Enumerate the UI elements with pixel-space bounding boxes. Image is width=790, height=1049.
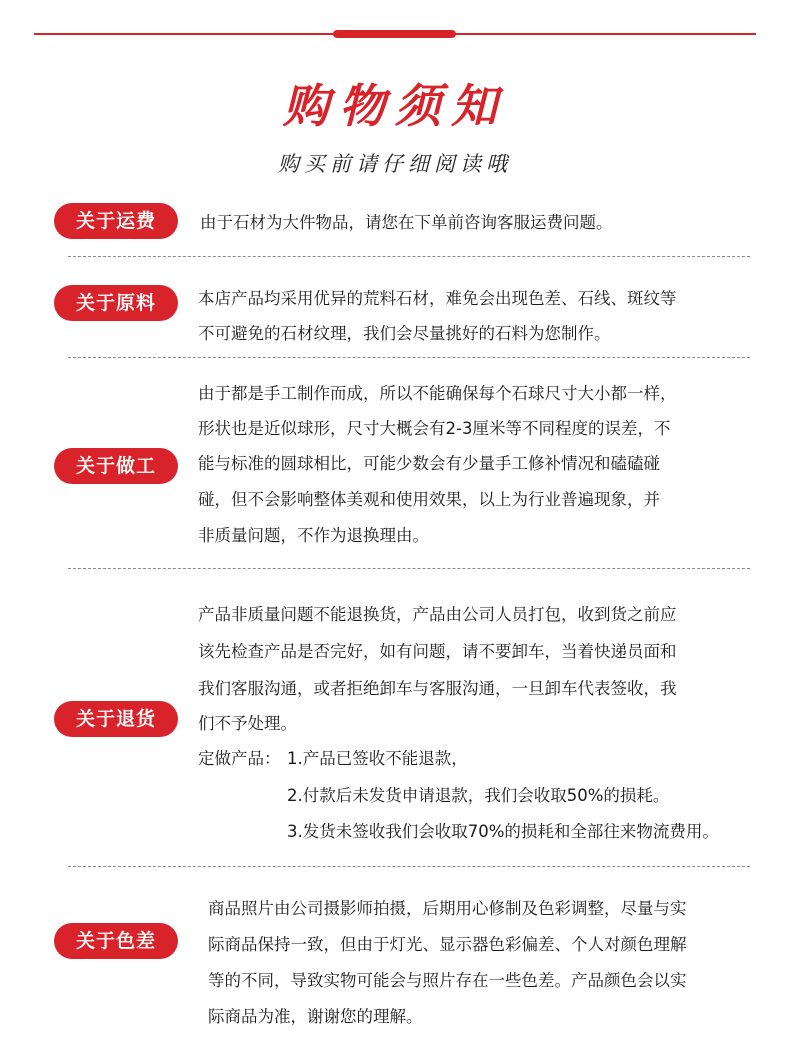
workmanship-line-4: 碰，但不会影响整体美观和使用效果，以上为行业普遍现象，并 [198, 490, 660, 509]
returns-line-4: 们不予处理。 [198, 714, 297, 733]
workmanship-line-2: 形状也是近似球形，尺寸大概会有2-3厘米等不同程度的误差，不 [198, 419, 671, 438]
returns-line-2: 该先检查产品是否完好，如有问题，请不要卸车，当着快递员面和 [198, 642, 677, 661]
custom-products-label: 定做产品： [198, 749, 281, 768]
divider [68, 866, 750, 867]
top-accent-bar [333, 30, 456, 38]
workmanship-line-5: 非质量问题，不作为退换理由。 [198, 526, 429, 545]
shipping-text: 由于石材为大件物品，请您在下单前咨询客服运费问题。 [200, 213, 613, 232]
badge-returns: 关于退货 [54, 701, 178, 737]
materials-line-1: 本店产品均采用优异的荒料石材，难免会出现色差、石线、斑纹等 [198, 289, 677, 308]
color-line-3: 等的不同，导致实物可能会与照片存在一些色差。产品颜色会以实 [208, 971, 687, 990]
workmanship-line-1: 由于都是手工制作而成，所以不能确保每个石球尺寸大小都一样， [198, 384, 677, 403]
color-line-2: 际商品保持一致，但由于灯光、显示器色彩偏差、个人对颜色理解 [208, 935, 687, 954]
color-line-4: 际商品为准，谢谢您的理解。 [208, 1007, 423, 1026]
page-subtitle: 购买前请仔细阅读哦 [278, 152, 512, 176]
divider [68, 357, 750, 358]
page-title: 购物须知 [283, 79, 507, 133]
custom-item-3: 3.发货未签收我们会收取70%的损耗和全部往来物流费用。 [287, 822, 719, 841]
badge-materials: 关于原料 [54, 285, 178, 321]
badge-color-difference: 关于色差 [54, 923, 178, 959]
custom-item-1: 1.产品已签收不能退款， [287, 749, 468, 768]
divider [68, 568, 750, 569]
materials-line-2: 不可避免的石材纹理，我们会尽量挑好的石料为您制作。 [198, 324, 611, 343]
returns-line-1: 产品非质量问题不能退换货，产品由公司人员打包，收到货之前应 [198, 605, 677, 624]
custom-item-2: 2.付款后未发货申请退款，我们会收取50%的损耗。 [287, 786, 670, 805]
badge-workmanship: 关于做工 [54, 448, 178, 484]
divider [68, 256, 750, 257]
color-line-1: 商品照片由公司摄影师拍摄，后期用心修制及色彩调整，尽量与实 [208, 899, 687, 918]
badge-shipping: 关于运费 [54, 203, 178, 239]
returns-line-3: 我们客服沟通，或者拒绝卸车与客服沟通，一旦卸车代表签收，我 [198, 679, 677, 698]
workmanship-line-3: 能与标准的圆球相比，可能少数会有少量手工修补情况和磕磕碰 [198, 454, 660, 473]
